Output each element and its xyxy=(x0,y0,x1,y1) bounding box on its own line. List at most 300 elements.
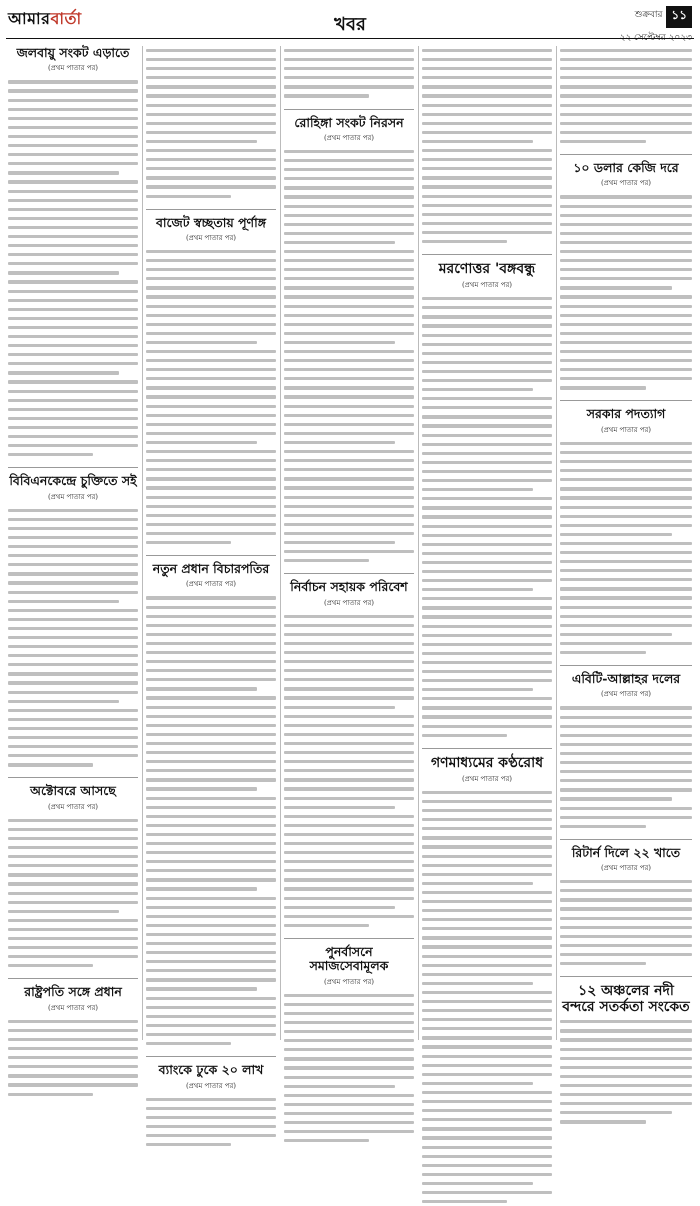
text-line xyxy=(146,1012,276,1021)
text-line xyxy=(8,305,138,314)
text-line xyxy=(146,402,276,411)
text-line xyxy=(560,1017,692,1026)
text-line xyxy=(8,524,138,533)
text-line xyxy=(560,457,692,466)
text-line xyxy=(146,520,276,529)
text-line xyxy=(146,247,276,256)
article-byline: (প্রথম পাতার পর) xyxy=(47,492,99,501)
text-line xyxy=(284,1063,414,1072)
text-line xyxy=(422,731,552,740)
text-line xyxy=(560,539,692,548)
text-line xyxy=(8,132,138,141)
text-line xyxy=(422,612,552,621)
text-line xyxy=(8,77,138,86)
text-line xyxy=(422,119,552,128)
text-line xyxy=(146,356,276,365)
text-line xyxy=(8,187,138,196)
text-line xyxy=(560,484,692,493)
text-line xyxy=(146,812,276,821)
text-line xyxy=(560,503,692,512)
text-line xyxy=(146,1095,276,1104)
text-line xyxy=(146,866,276,875)
article-byline: (প্রথম পাতার পর) xyxy=(185,580,237,589)
article xyxy=(284,46,414,101)
text-line xyxy=(422,842,552,851)
text-line xyxy=(560,740,692,749)
text-line xyxy=(146,502,276,511)
column-3 xyxy=(284,46,414,1040)
text-line xyxy=(284,174,414,183)
text-line xyxy=(560,1035,692,1044)
text-line xyxy=(8,952,138,961)
text-line xyxy=(146,119,276,128)
text-line xyxy=(422,797,552,806)
text-line xyxy=(284,794,414,803)
article-headline: ব্যাংকে ঢুকে ২০ লাখ xyxy=(158,1062,264,1078)
text-line xyxy=(560,813,692,822)
text-line xyxy=(422,997,552,1006)
text-line xyxy=(284,1018,414,1027)
text-line xyxy=(422,394,552,403)
text-line xyxy=(146,274,276,283)
text-line xyxy=(8,733,138,742)
text-line xyxy=(146,830,276,839)
text-line xyxy=(560,238,692,247)
text-line xyxy=(146,292,276,301)
text-line xyxy=(422,331,552,340)
article xyxy=(284,938,414,1145)
text-line xyxy=(422,1042,552,1051)
text-line xyxy=(422,603,552,612)
article xyxy=(560,154,692,392)
masthead xyxy=(0,0,700,42)
text-line xyxy=(560,302,692,311)
text-line xyxy=(284,265,414,274)
text-line xyxy=(8,760,138,769)
text-line xyxy=(422,1097,552,1106)
text-line xyxy=(284,730,414,739)
text-line xyxy=(146,392,276,401)
text-line xyxy=(560,311,692,320)
text-line xyxy=(8,651,138,660)
text-line xyxy=(284,684,414,693)
text-line xyxy=(422,1133,552,1142)
text-line xyxy=(560,211,692,220)
issue-date: ২২ সেপ্টেম্বর ২০২৩ xyxy=(619,33,692,43)
text-line xyxy=(146,155,276,164)
text-line xyxy=(560,73,692,82)
text-line xyxy=(284,64,414,73)
text-line xyxy=(284,991,414,1000)
text-line xyxy=(422,824,552,833)
text-line xyxy=(8,706,138,715)
text-line xyxy=(560,64,692,73)
text-line xyxy=(284,338,414,347)
article-headline: অক্টোবরে আসছে xyxy=(30,783,116,799)
text-line xyxy=(560,548,692,557)
text-line xyxy=(8,697,138,706)
text-line xyxy=(146,939,276,948)
text-line xyxy=(560,192,692,201)
text-line xyxy=(560,46,692,55)
text-line xyxy=(8,506,138,515)
text-line xyxy=(146,675,276,684)
text-line xyxy=(284,1118,414,1127)
text-line xyxy=(8,606,138,615)
text-line xyxy=(422,1115,552,1124)
text-line xyxy=(560,722,692,731)
text-line xyxy=(8,678,138,687)
text-line xyxy=(8,916,138,925)
text-line xyxy=(560,923,692,932)
article-headline: ১২ অঞ্চলের নদী বন্দরে সতর্কতা সংকেত xyxy=(562,983,690,1016)
text-line xyxy=(8,1044,138,1053)
article xyxy=(146,209,276,547)
text-line xyxy=(146,684,276,693)
text-line xyxy=(422,46,552,55)
text-line xyxy=(284,165,414,174)
text-line xyxy=(146,456,276,465)
text-line xyxy=(146,420,276,429)
text-line xyxy=(422,237,552,246)
text-line xyxy=(8,314,138,323)
text-line xyxy=(146,966,276,975)
text-line xyxy=(422,833,552,842)
text-line xyxy=(560,804,692,813)
column-divider xyxy=(142,46,143,1040)
text-line xyxy=(560,941,692,950)
article-body xyxy=(146,593,276,1048)
text-line xyxy=(8,934,138,943)
text-line xyxy=(8,359,138,368)
text-line xyxy=(146,465,276,474)
text-line xyxy=(560,466,692,475)
text-line xyxy=(422,1006,552,1015)
text-line xyxy=(560,439,692,448)
text-line xyxy=(146,137,276,146)
text-line xyxy=(422,294,552,303)
text-line xyxy=(284,721,414,730)
article xyxy=(560,976,692,1126)
text-line xyxy=(560,448,692,457)
article-body xyxy=(284,46,414,101)
article xyxy=(422,748,552,1206)
text-line xyxy=(560,914,692,923)
text-line xyxy=(284,55,414,64)
article-body xyxy=(422,294,552,740)
text-line xyxy=(284,857,414,866)
text-line xyxy=(422,631,552,640)
text-line xyxy=(8,925,138,934)
text-line xyxy=(8,660,138,669)
article-body xyxy=(560,46,692,146)
text-line xyxy=(8,432,138,441)
text-line xyxy=(8,515,138,524)
text-line xyxy=(146,493,276,502)
text-line xyxy=(8,943,138,952)
column-5 xyxy=(560,46,692,1040)
text-line xyxy=(8,241,138,250)
text-line xyxy=(8,350,138,359)
text-line xyxy=(422,1052,552,1061)
text-line xyxy=(146,182,276,191)
text-line xyxy=(560,292,692,301)
text-line xyxy=(146,730,276,739)
text-line xyxy=(284,483,414,492)
text-line xyxy=(8,159,138,168)
article-body xyxy=(146,46,276,201)
text-line xyxy=(560,283,692,292)
text-line xyxy=(560,101,692,110)
text-line xyxy=(146,110,276,119)
text-line xyxy=(8,843,138,852)
text-line xyxy=(284,657,414,666)
text-line xyxy=(8,624,138,633)
text-line xyxy=(284,402,414,411)
text-line xyxy=(422,970,552,979)
text-line xyxy=(560,575,692,584)
text-line xyxy=(284,803,414,812)
text-line xyxy=(560,785,692,794)
text-line xyxy=(422,712,552,721)
text-line xyxy=(8,642,138,651)
text-line xyxy=(8,414,138,423)
text-line xyxy=(146,1003,276,1012)
text-line xyxy=(560,1081,692,1090)
text-line xyxy=(284,848,414,857)
text-line xyxy=(284,429,414,438)
text-line xyxy=(422,182,552,191)
text-line xyxy=(284,612,414,621)
text-line xyxy=(8,834,138,843)
text-line xyxy=(146,128,276,137)
text-line xyxy=(560,202,692,211)
text-line xyxy=(146,73,276,82)
text-line xyxy=(560,950,692,959)
text-line xyxy=(422,128,552,137)
text-line xyxy=(146,739,276,748)
text-line xyxy=(284,529,414,538)
text-line xyxy=(560,639,692,648)
text-line xyxy=(284,292,414,301)
text-line xyxy=(8,852,138,861)
text-line xyxy=(422,485,552,494)
text-line xyxy=(284,1000,414,1009)
text-line xyxy=(422,806,552,815)
text-line xyxy=(422,146,552,155)
text-line xyxy=(560,904,692,913)
text-line xyxy=(284,1045,414,1054)
text-line xyxy=(560,55,692,64)
text-line xyxy=(560,703,692,712)
article xyxy=(422,254,552,740)
text-line xyxy=(146,657,276,666)
text-line xyxy=(8,196,138,205)
text-line xyxy=(422,1079,552,1088)
text-line xyxy=(8,296,138,305)
text-line xyxy=(422,722,552,731)
text-line xyxy=(146,975,276,984)
text-line xyxy=(8,551,138,560)
text-line xyxy=(560,265,692,274)
article-byline: (প্রথম পাতার পর) xyxy=(323,977,375,986)
text-line xyxy=(8,542,138,551)
text-line xyxy=(422,1170,552,1179)
text-line xyxy=(422,367,552,376)
text-line xyxy=(284,91,414,100)
text-line xyxy=(146,46,276,55)
text-line xyxy=(8,688,138,697)
text-line xyxy=(560,758,692,767)
text-line xyxy=(560,1090,692,1099)
text-line xyxy=(422,888,552,897)
column-4 xyxy=(422,46,552,1040)
text-line xyxy=(422,1061,552,1070)
text-line xyxy=(146,648,276,657)
text-line xyxy=(422,1015,552,1024)
text-line xyxy=(8,223,138,232)
text-line xyxy=(8,724,138,733)
text-line xyxy=(560,247,692,256)
text-line xyxy=(284,474,414,483)
text-line xyxy=(560,356,692,365)
text-line xyxy=(560,1117,692,1126)
text-line xyxy=(284,311,414,320)
text-line xyxy=(284,411,414,420)
text-line xyxy=(146,164,276,173)
article-byline: (প্রথম পাতার পর) xyxy=(461,774,513,783)
text-line xyxy=(422,1152,552,1161)
column-divider xyxy=(556,46,557,1040)
text-line xyxy=(422,979,552,988)
text-line xyxy=(560,648,692,657)
text-line xyxy=(146,429,276,438)
section-title: খবর xyxy=(334,14,366,35)
text-line xyxy=(560,1045,692,1054)
article-headline: জলবায়ু সংকট এড়াতে xyxy=(16,45,130,60)
text-line xyxy=(146,511,276,520)
text-line xyxy=(560,749,692,758)
text-line xyxy=(146,603,276,612)
article-byline: (প্রথম পাতার পর) xyxy=(47,64,99,73)
article-headline: রিটার্ন দিলে ২২ খাতে xyxy=(571,844,681,860)
text-line xyxy=(284,639,414,648)
text-line xyxy=(8,1017,138,1026)
text-line xyxy=(560,895,692,904)
text-line xyxy=(8,377,138,386)
text-line xyxy=(284,703,414,712)
text-line xyxy=(560,256,692,265)
text-line xyxy=(146,374,276,383)
text-line xyxy=(560,91,692,100)
text-line xyxy=(8,1080,138,1089)
text-line xyxy=(284,438,414,447)
text-line xyxy=(284,866,414,875)
text-line xyxy=(8,578,138,587)
text-line xyxy=(8,560,138,569)
text-line xyxy=(284,812,414,821)
article-headline: রাষ্ট্রপতি সঙ্গে প্রধান xyxy=(24,984,122,1000)
text-line xyxy=(146,329,276,338)
text-line xyxy=(422,531,552,540)
text-line xyxy=(146,821,276,830)
text-line xyxy=(146,639,276,648)
text-line xyxy=(146,766,276,775)
text-line xyxy=(8,177,138,186)
text-line xyxy=(146,82,276,91)
text-line xyxy=(422,676,552,685)
text-line xyxy=(146,693,276,702)
text-line xyxy=(146,721,276,730)
text-line xyxy=(560,776,692,785)
article-headline: মরণোত্তর 'বঙ্গবন্ধু xyxy=(438,261,536,278)
text-line xyxy=(284,912,414,921)
text-line xyxy=(284,621,414,630)
text-line xyxy=(422,440,552,449)
text-line xyxy=(146,438,276,447)
article-byline: (প্রথম পাতার পর) xyxy=(323,133,375,142)
text-line xyxy=(284,839,414,848)
text-line xyxy=(422,421,552,430)
text-line xyxy=(8,1053,138,1062)
text-line xyxy=(146,192,276,201)
text-line xyxy=(560,713,692,722)
text-line xyxy=(284,147,414,156)
text-line xyxy=(8,879,138,888)
text-line xyxy=(8,1062,138,1071)
text-line xyxy=(8,287,138,296)
article-body xyxy=(8,1017,138,1099)
text-line xyxy=(8,597,138,606)
text-line xyxy=(560,1108,692,1117)
text-line xyxy=(146,173,276,182)
text-line xyxy=(284,302,414,311)
text-line xyxy=(284,775,414,784)
text-line xyxy=(422,915,552,924)
text-line xyxy=(8,268,138,277)
text-line xyxy=(284,821,414,830)
text-line xyxy=(422,1179,552,1188)
text-line xyxy=(422,622,552,631)
article xyxy=(560,839,692,968)
text-line xyxy=(8,259,138,268)
article-headline: বাজেট স্বচ্ছতায় পূর্ণাঙ্গ xyxy=(155,214,267,230)
text-line xyxy=(422,1188,552,1197)
text-line xyxy=(284,1054,414,1063)
text-line xyxy=(8,423,138,432)
text-line xyxy=(146,311,276,320)
article-body xyxy=(560,703,692,830)
text-line xyxy=(422,667,552,676)
text-line xyxy=(422,73,552,82)
text-line xyxy=(422,649,552,658)
text-line xyxy=(8,168,138,177)
text-line xyxy=(284,465,414,474)
article xyxy=(560,46,692,146)
text-line xyxy=(422,503,552,512)
text-line xyxy=(146,712,276,721)
text-line xyxy=(146,1104,276,1113)
text-line xyxy=(422,549,552,558)
text-line xyxy=(284,748,414,757)
text-line xyxy=(284,830,414,839)
article-headline: গণমাধ্যমের কণ্ঠরোধ xyxy=(430,754,544,771)
text-line xyxy=(8,396,138,405)
text-line xyxy=(8,441,138,450)
text-line xyxy=(8,250,138,259)
text-line xyxy=(560,612,692,621)
article-headline: ১০ ডলার কেজি দরে xyxy=(573,160,679,176)
